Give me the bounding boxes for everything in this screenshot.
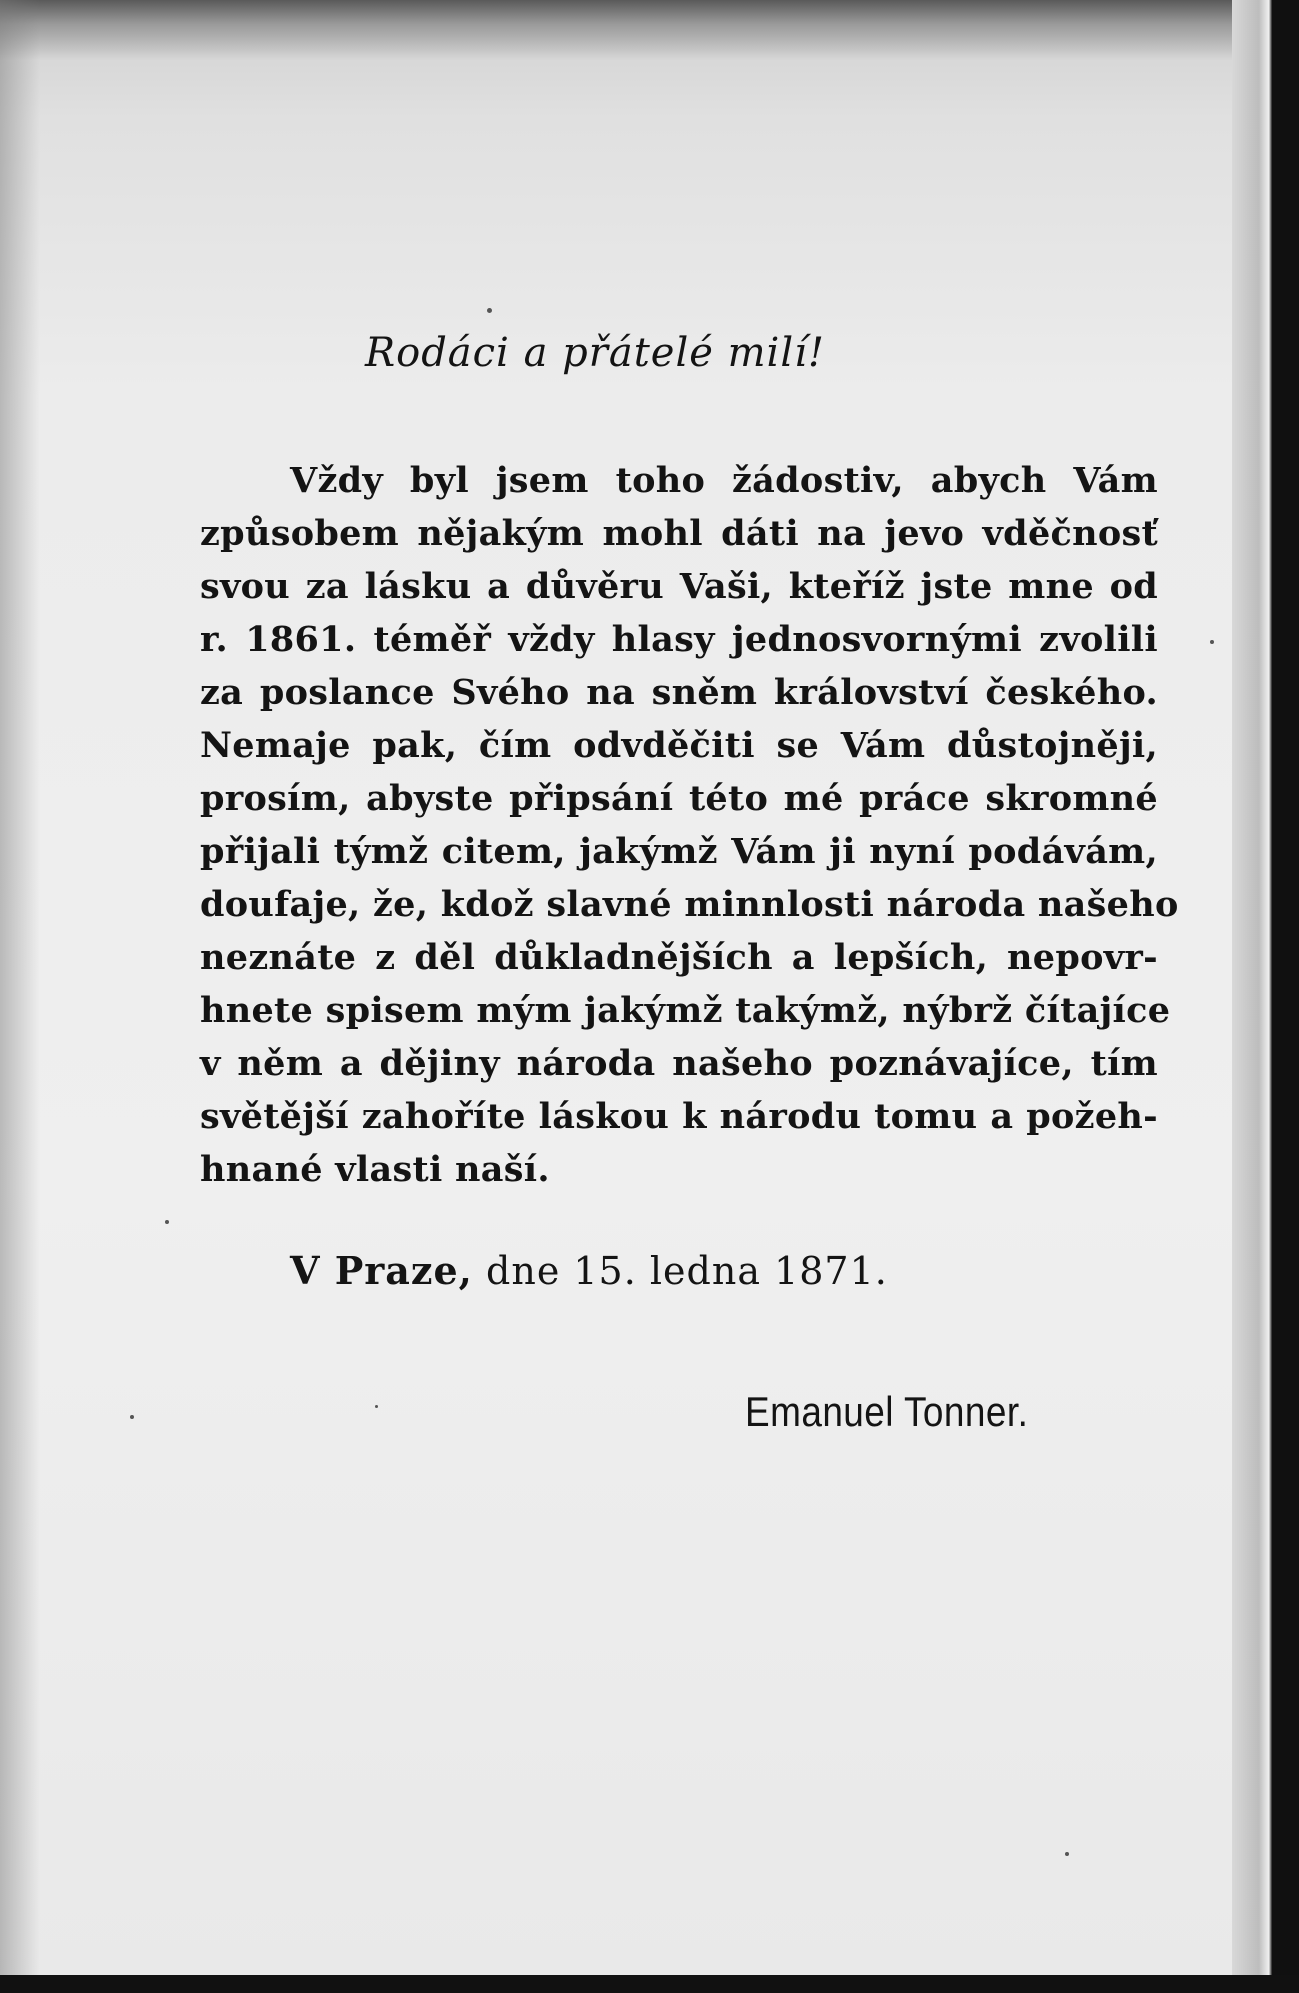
page-left-shadow bbox=[0, 0, 40, 1978]
print-speck bbox=[1065, 1852, 1069, 1856]
body-line: způsobem nějakým mohl dáti na jevo vděčnosť bbox=[200, 513, 1158, 554]
page-top-shadow bbox=[0, 0, 1262, 60]
dateline-date: dne 15. ledna 1871. bbox=[486, 1249, 888, 1293]
body-line: Vždy byl jsem toho žádostiv, abych Vám bbox=[290, 460, 1158, 501]
salutation: Rodáci a přátelé milí! bbox=[365, 330, 826, 376]
print-speck bbox=[375, 1405, 378, 1408]
body-line: hnete spisem mým jakýmž takýmž, nýbrž čítajíce bbox=[200, 990, 1171, 1031]
dateline-place: V Praze, bbox=[290, 1248, 473, 1293]
print-speck bbox=[1210, 640, 1214, 644]
print-speck bbox=[130, 1415, 134, 1419]
body-line: Nemaje pak, čím odvděčiti se Vám důstojněji, bbox=[200, 725, 1158, 766]
body-line: r. 1861. téměř vždy hlasy jednosvornými zvolili bbox=[200, 619, 1158, 660]
body-line: neznáte z děl důkladnějších a lepších, nepovr- bbox=[200, 937, 1158, 978]
body-line: svou za lásku a důvěru Vaši, kteříž jste mne od bbox=[200, 566, 1158, 607]
print-speck bbox=[487, 308, 492, 313]
body-line: přijali týmž citem, jakýmž Vám ji nyní podávám, bbox=[200, 831, 1158, 872]
body-line: za poslance Svého na sněm království českého. bbox=[200, 672, 1158, 713]
book-spine-edge bbox=[1232, 0, 1299, 1993]
body-line: hnané vlasti naší. bbox=[200, 1149, 550, 1190]
print-speck bbox=[165, 1220, 169, 1224]
dateline bbox=[290, 1248, 888, 1293]
scan-bottom-edge bbox=[0, 1975, 1299, 1993]
signature: Emanuel Tonner. bbox=[745, 1388, 1029, 1435]
body-line: prosím, abyste připsání této mé práce skromné bbox=[200, 778, 1158, 819]
body-line: doufaje, že, kdož slavné minnlosti národa našeho bbox=[200, 884, 1179, 925]
body-line: v něm a dějiny národa našeho poznávajíce, tím bbox=[200, 1043, 1158, 1084]
body-line: světější zahoříte láskou k národu tomu a požeh- bbox=[200, 1096, 1158, 1137]
